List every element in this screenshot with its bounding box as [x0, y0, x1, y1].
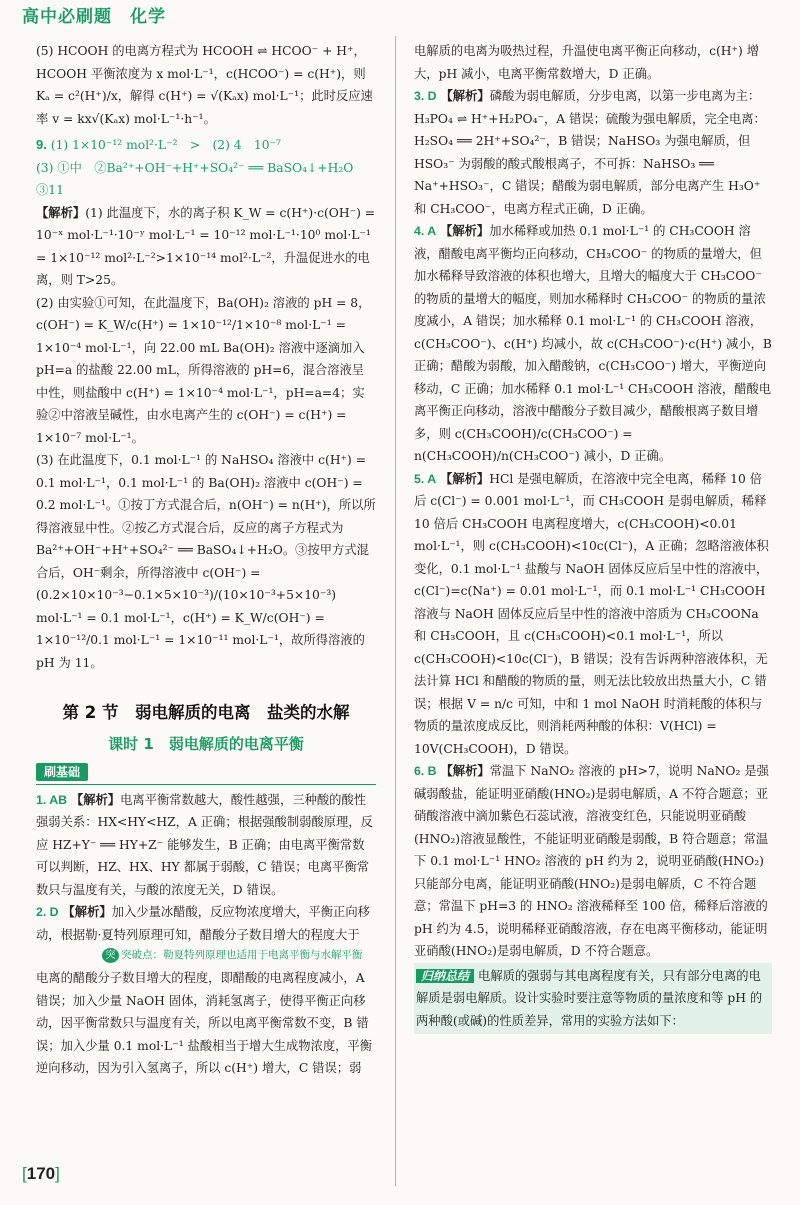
- page-number: [170]: [22, 1164, 60, 1183]
- q4-analysis: [414, 220, 772, 468]
- q6-analysis: [414, 760, 772, 963]
- q4-number: 4. A: [414, 224, 437, 238]
- breakthrough-label: 突破点：: [121, 949, 163, 961]
- analysis-label: 【解析】: [440, 224, 490, 238]
- right-column: [414, 40, 772, 1180]
- q9-analysis-1: [36, 202, 376, 292]
- q1-analysis: [36, 789, 376, 902]
- basic-label: 刷基础: [36, 763, 88, 781]
- q9-answer-1: (1) 1×10⁻¹² mol²·L⁻² > (2) 4 10⁻⁷: [50, 138, 281, 152]
- page-header-title: 高中必刷题 化学: [22, 7, 166, 27]
- lesson-title: 课时 1 弱电解质的电离平衡: [108, 734, 304, 753]
- analysis-label: 【解析】: [70, 792, 121, 807]
- breakthrough-icon: 突: [102, 948, 119, 963]
- q4-text: 加水稀释或加热 0.1 mol·L⁻¹ 的 CH₃COOH 溶液，醋酸电离平衡均正向移动，CH₃COO⁻ 的物质的量增大，但加水稀释导致溶液的体积也增大，且增大的幅度大于 CH₃COO⁻ 的物质的量增大的幅度，则加水稀释时 CH₃COO⁻ 的物质的量浓度减小，A 错误；加水稀释 0.1 mol·L⁻¹ 的 CH₃COOH 溶液，c(CH₃COO⁻)、c(H⁺) 均减小，故 c(CH₃COO⁻)·c(H⁺) 减小，B 正确；醋酸为弱酸，加入醋酸钠，c(CH₃COO⁻) 增大，平衡逆向移动，C 正确；加水稀释 0.1 mol·L⁻¹ CH₃COOH 溶液，醋酸电离平衡正向移动，溶液中醋酸分子数目减少，醋酸根离子数目增多，则 c(CH₃COOH)/c(CH₃COO⁻) = n(CH₃COOH)/n(CH₃COO⁻) 减小，D 正确。: [414, 224, 772, 463]
- q8-part5-text: (5) HCOOH 的电离方程式为 HCOOH ⇌ HCOO⁻ + H⁺，HCOOH 平衡浓度为 x mol·L⁻¹，c(HCOO⁻) = c(H⁺)，则 Kₐ = c²(H⁺)/x，解得 c(H⁺) = √(Kₐx) mol·L⁻¹；此时反应速率 v = kx√(Kₐx) mol·L⁻¹·h⁻¹。: [36, 44, 373, 126]
- analysis-label: 【解析】: [440, 764, 490, 778]
- q9-analysis-3: (3) 在此温度下，0.1 mol·L⁻¹ 的 NaHSO₄ 溶液中 c(H⁺) = 0.1 mol·L⁻¹，0.1 mol·L⁻¹ 的 Ba(OH)₂ 溶液中 c(OH⁻) = 0.2 mol·L⁻¹。①按丁方式混合后，n(OH⁻) = n(H⁺)，所以所得溶液显中性。②按乙方式混合后，反应的离子方程式为 Ba²⁺+OH⁻+H⁺+SO₄²⁻ ══ BaSO₄↓+H₂O。③按甲方式混合后，OH⁻剩余，所得溶液中 c(OH⁻) = (0.2×10×10⁻³−0.1×5×10⁻³)/(10×10⁻³+5×10⁻³) mol·L⁻¹ = 0.1 mol·L⁻¹，c(H⁺) = K_W/c(OH⁻) = 1×10⁻¹²/0.1 mol·L⁻¹ = 1×10⁻¹¹ mol·L⁻¹，故所得溶液的 pH 为 11。: [36, 453, 376, 670]
- page-number-value: 170: [26, 1164, 56, 1183]
- q5-analysis: [414, 468, 772, 761]
- left-column: [36, 40, 376, 1180]
- q5-number: 5. A: [414, 471, 437, 486]
- q6-number: 6. B: [414, 764, 437, 778]
- q2-analysis: [36, 901, 376, 946]
- breakthrough-note: [36, 948, 376, 963]
- q2-text-1: 加入少量冰醋酸，反应物浓度增大，平衡正向移动，根据勒·夏特列原理可知，醋酸分子数目增大的程度大于: [36, 905, 370, 942]
- analysis-label: 【解析】: [62, 905, 112, 919]
- summary-label: 归纳总结: [416, 969, 474, 983]
- analysis-label: 【解析】: [440, 89, 490, 103]
- column-divider: [395, 36, 396, 1186]
- q9-answer-line1: [36, 134, 376, 157]
- q9-number: 9.: [36, 137, 47, 152]
- analysis-label: 【解析】: [36, 205, 86, 220]
- q1-number: 1. AB: [36, 792, 67, 807]
- q6-text: 常温下 NaNO₂ 溶液的 pH>7，说明 NaNO₂ 是强碱弱酸盐，能证明亚硝酸(HNO₂)是弱电解质，A 不符合题意；亚硝酸溶液中滴加紫色石蕊试液，溶液变红色，只能说明亚硝酸(HNO₂)溶液显酸性，不能证明亚硝酸是弱酸，B 符合题意；常温下 0.1 mol·L⁻¹ HNO₂ 溶液的 pH 约为 2，说明亚硝酸(HNO₂)只能部分电离，能证明亚硝酸(HNO₂)是弱电解质，C 不符合题意；常温下 pH=3 的 HNO₂ 溶液稀释至 100 倍，稀释后溶液的 pH 约为 4.5，说明稀释亚硝酸溶液，存在电离平衡移动，能证明亚硝酸(HNO₂)是弱电解质，D 不符合题意。: [414, 764, 769, 958]
- q9-analysis-1-text: (1) 此温度下，水的离子积 K_W = c(H⁺)·c(OH⁻) = 10⁻ˣ mol·L⁻¹·10⁻ʸ mol·L⁻¹ = 10⁻¹² mol·L⁻¹·10⁰ mol·L⁻¹ = 1×10⁻¹² mol²·L⁻²>1×10⁻¹⁴ mol²·L⁻²，升温促进水的电离，则 T>25。: [36, 205, 376, 287]
- summary-text: 电解质的强弱与其电离程度有关，只有部分电离的电解质是弱电解质。设计实验时要注意等物质的量浓度和等 pH 的两种酸(或碱)的性质差异，常用的实验方法如下：: [416, 968, 763, 1028]
- summary-box: [414, 963, 772, 1035]
- q3-analysis: [414, 85, 772, 220]
- basic-bar: [36, 761, 376, 785]
- section-title: 第 2 节 弱电解质的电离 盐类的水解: [62, 703, 350, 722]
- q3-text: 磷酸为弱电解质，分步电离，以第一步电离为主：H₃PO₄ ⇌ H⁺+H₂PO₄⁻，A 错误；硫酸为强电解质，完全电离：H₂SO₄ ══ 2H⁺+SO₄²⁻，B 错误；NaHSO₃ 为强电解质，但 HSO₃⁻ 为弱酸的酸式酸根离子，不可拆：NaHSO₃ ══ Na⁺+HSO₃⁻，C 错误；醋酸为弱电解质，部分电离产生 H₃O⁺ 和 CH₃COO⁻，电离方程式正确，D 正确。: [414, 89, 766, 216]
- q9-answer-2: (3) ①中 ②Ba²⁺+OH⁻+H⁺+SO₄²⁻ ══ BaSO₄↓+H₂O ③11: [36, 160, 366, 197]
- q9-analysis-2: (2) 由实验①可知，在此温度下，Ba(OH)₂ 溶液的 pH = 8，c(OH⁻) = K_W/c(H⁺) = 1×10⁻¹²/1×10⁻⁸ mol·L⁻¹ = 1×10⁻⁴ mol·L⁻¹，向 22.00 mL Ba(OH)₂ 溶液中逐滴加入 pH=a 的盐酸 22.00 mL，所得溶液的 pH=6，混合溶液呈中性，则盐酸中 c(H⁺) = 1×10⁻⁴ mol·L⁻¹，pH=a=4；实验②中溶液呈碱性，由水电离产生的 c(OH⁻) = c(H⁺) = 1×10⁻⁷ mol·L⁻¹。: [36, 295, 371, 445]
- q2-number: 2. D: [36, 905, 59, 919]
- breakthrough-text: 勒夏特列原理也适用于电离平衡与水解平衡: [163, 949, 363, 961]
- q1-text: 电离平衡常数越大，酸性越强，三种酸的酸性强弱关系：HX<HY<HZ，A 正确；根据强酸制弱酸原理，反应 HZ+Y⁻ ══ HY+Z⁻ 能够发生，B 正确；由电离平衡常数可以判断，HZ、HX、HY 都属于弱酸，C 错误；电离平衡常数只与温度有关，与酸的浓度无关，D 错误。: [36, 792, 373, 897]
- q5-text: HCl 是强电解质，在溶液中完全电离，稀释 10 倍后 c(Cl⁻) = 0.001 mol·L⁻¹，而 CH₃COOH 是弱电解质，稀释 10 倍后 CH₃COOH 电离程度增大，c(CH₃COOH)<0.01 mol·L⁻¹，则 c(CH₃COOH)<10c(Cl⁻)，A 正确；忽略溶液体积变化，0.1 mol·L⁻¹ 盐酸与 NaOH 固体反应后呈中性的溶液中，c(Cl⁻)=c(Na⁺) = 0.01 mol·L⁻¹，而 0.1 mol·L⁻¹ CH₃COOH 溶液与 NaOH 固体反应后呈中性的溶液中溶质为 CH₃COONa 和 CH₃COOH，且 c(CH₃COOH)<0.1 mol·L⁻¹，所以 c(CH₃COOH)<10c(Cl⁻)，B 错误；没有告诉两种溶液体积，无法计算 HCl 和醋酸的物质的量，则无法比较放出热量大小，C 错误；根据 V = n/c 可知，中和 1 mol NaOH 时消耗酸的体积与物质的量浓度成反比，则消耗两种酸的体积：V(HCl) = 10V(CH₃COOH)，D 错误。: [414, 471, 769, 756]
- analysis-label: 【解析】: [440, 471, 490, 486]
- q2-continued: 电解质的电离为吸热过程，升温使电离平衡正向移动，c(H⁺) 增大，pH 减小，电离平衡常数增大，D 正确。: [414, 44, 760, 81]
- q3-number: 3. D: [414, 89, 437, 103]
- q2-text-2: 电离的醋酸分子数目增大的程度，即醋酸的电离程度减小，A 错误；加入少量 NaOH 固体，消耗氢离子，使得平衡正向移动，因平衡常数只与温度有关，所以电离平衡常数不变，B 错误；加入少量 0.1 mol·L⁻¹ 盐酸相当于增大生成物浓度，平衡逆向移动，因为引入氢离子，所以 c(H⁺) 增大，C 错误；弱: [36, 971, 373, 1075]
